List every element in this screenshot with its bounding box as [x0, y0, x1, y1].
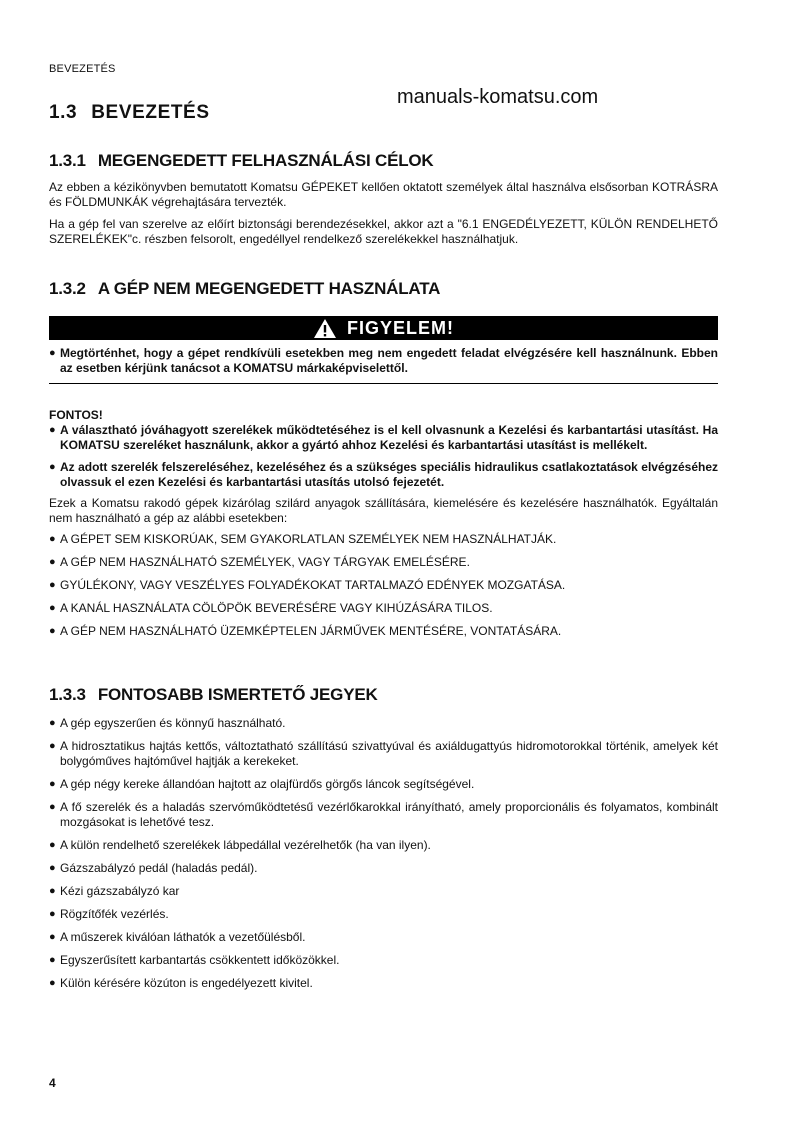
list-item: ● A gép egyszerűen és könnyű használható.	[49, 716, 286, 730]
section-title: FONTOSABB ISMERTETŐ JEGYEK	[97, 685, 378, 704]
list-item: ● Megtörténhet, hogy a gépet rendkívüli esetekben meg nem engedett feladat elvégzésére kell használnunk. Ebben az esetben kérjünk tanácsot a KOMATSU márkaképviselettől.	[49, 346, 718, 375]
section-number: 1.3.1	[49, 151, 86, 170]
section-1-3-2	[49, 279, 718, 639]
list-item: ● A hidrosztatikus hajtás kettős, változtatható szállítású szivattyúval és axiáldugattyús hidromotorokkal történik, amelyek két bolygóműves hajtóművel hajtják a kerekeket.	[49, 739, 718, 768]
divider	[49, 383, 718, 384]
warning-list	[49, 346, 718, 376]
warning-triangle-icon	[313, 318, 337, 339]
list-item: ● A választható jóváhagyott szerelékek működtetéséhez is el kell olvasnunk a Kezelési és karbantartási utasítást. Ha KOMATSU szereléket használunk, akkor a gyártó ahhoz Kezelési és karbantartási utasítást is mellékelt.	[49, 423, 718, 452]
section-heading	[49, 685, 718, 705]
list-item: ● A fő szerelék és a haladás szervóműködtetésű vezérlőkarokkal irányítható, amely proporcionális és folyamatos, kombinált mozgásokat is lehetővé tesz.	[49, 800, 718, 829]
list-item: ● Gázszabályzó pedál (haladás pedál).	[49, 861, 258, 875]
page-number: 4	[49, 1076, 56, 1090]
list-item: ● Az adott szerelék felszereléséhez, kezeléséhez és a szükséges speciális hidraulikus csatlakoztatások elvégzéséhez olvassuk el ezen Kezelési és karbantartási utasítás utolsó fejezetét.	[49, 460, 718, 489]
list-item: ● Egyszerűsített karbantartás csökkentett időközökkel.	[49, 953, 340, 967]
list-item: ● Rögzítőfék vezérlés.	[49, 907, 169, 921]
section-number: 1.3	[49, 102, 78, 123]
section-1-3-1	[49, 151, 718, 247]
list-item: ● A GÉP NEM HASZNÁLHATÓ ÜZEMKÉPTELEN JÁRMŰVEK MENTÉSÉRE, VONTATÁSÁRA.	[49, 624, 562, 638]
warning-banner	[49, 316, 718, 340]
list-item: ● A GÉPET SEM KISKORÚAK, SEM GYAKORLATLAN SZEMÉLYEK NEM HASZNÁLHATJÁK.	[49, 532, 557, 546]
paragraph: Ezek a Komatsu rakodó gépek kizárólag szilárd anyagok szállítására, kiemelésére és kezelésére használhatók. Egyáltalán nem használható a gép az alábbi esetekben:	[49, 496, 718, 525]
section-heading	[49, 151, 718, 171]
list-item: ● A műszerek kiválóan láthatók a vezetőülésből.	[49, 930, 306, 944]
notice-list	[49, 423, 718, 490]
section-number: 1.3.3	[49, 685, 86, 704]
section-heading	[49, 279, 718, 299]
paragraph: Ha a gép fel van szerelve az előírt biztonsági berendezésekkel, akkor azt a "6.1 ENGEDÉLYEZETT, KÜLÖN RENDELHETŐ SZERELÉKEK"c. részben felsorolt, engedéllyel rendelkező szerelékekkel használhatjuk.	[49, 217, 718, 246]
list-item: ● Külön kérésére közúton is engedélyezett kivitel.	[49, 976, 313, 990]
list-item: ● A KANÁL HASZNÁLATA CÖLÖPÖK BEVERÉSÉRE VAGY KIHÚZÁSÁRA TILOS.	[49, 601, 493, 615]
list-item: ● Kézi gázszabályzó kar	[49, 884, 180, 898]
notice-label: FONTOS!	[49, 408, 103, 422]
features-list	[49, 716, 718, 991]
page-title	[49, 102, 210, 124]
watermark-url: manuals-komatsu.com	[397, 86, 599, 108]
list-item: ● A gép négy kereke állandóan hajtott az olajfürdős görgős láncok segítségével.	[49, 777, 475, 791]
running-head: BEVEZETÉS	[49, 63, 116, 75]
list-item: ● GYÚLÉKONY, VAGY VESZÉLYES FOLYADÉKOKAT TARTALMAZÓ EDÉNYEK MOZGATÁSA.	[49, 578, 566, 592]
section-title: BEVEZETÉS	[91, 102, 210, 123]
section-1-3-3	[49, 685, 718, 991]
list-item: ● A GÉP NEM HASZNÁLHATÓ SZEMÉLYEK, VAGY TÁRGYAK EMELÉSÉRE.	[49, 555, 470, 569]
prohibited-uses-list	[49, 532, 718, 639]
section-title: MEGENGEDETT FELHASZNÁLÁSI CÉLOK	[97, 151, 434, 170]
section-number: 1.3.2	[49, 279, 86, 298]
list-item: ● A külön rendelhető szerelékek lábpedállal vezérelhetők (ha van ilyen).	[49, 838, 431, 852]
section-title: A GÉP NEM MEGENGEDETT HASZNÁLATA	[97, 279, 441, 298]
paragraph: Az ebben a kézikönyvben bemutatott Komatsu GÉPEKET kellően oktatott személyek által használva elsősorban KOTRÁSRA és FÖLDMUNKÁK végrehajtására tervezték.	[49, 180, 718, 209]
warning-label: FIGYELEM!	[347, 317, 454, 338]
